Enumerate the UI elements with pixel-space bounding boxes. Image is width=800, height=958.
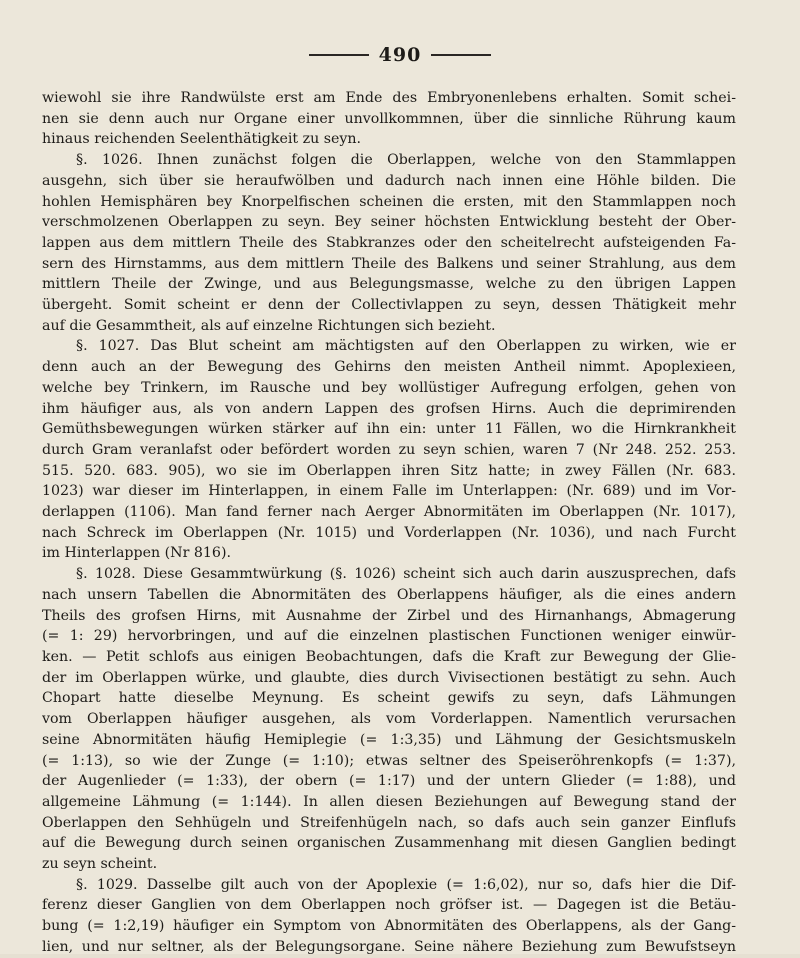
text-line: verschmolzenen Oberlappen zu seyn. Bey seiner höchsten Entwicklung besteht der Ober- [42, 214, 736, 231]
text-line: Gemüthsbewegungen würken stärker auf ihn ein: unter 11 Fällen, wo die Hirnkrankheit [42, 421, 736, 438]
text-line: §. 1029. Dasselbe gilt auch von der Apoplexie (= 1:6,02), nur so, dafs hier die Dif- [76, 876, 736, 893]
text-line: lien, und nur seltner, als der Belegungsorgane. Seine nähere Beziehung zum Bewufstseyn [42, 938, 736, 955]
text-line: wiewohl sie ihre Randwülste erst am Ende des Embryonenlebens erhalten. Somit schei- [42, 90, 736, 106]
text-line: (= 1:13), so wie der Zunge (= 1:10); etwas seltner des Speiseröhrenkopfs (= 1:37), [42, 752, 736, 769]
text-line: 515. 520. 683. 905), wo sie im Oberlappen ihren Sitz hatte; in zwey Fällen (Nr. 683. [42, 462, 736, 479]
text-line: Theils des grofsen Hirns, mit Ausnahme der Zirbel und des Hirnanhangs, Abmagerung [42, 607, 736, 624]
text-line: allgemeine Lähmung (= 1:144). In allen diesen Beziehungen auf Bewegung stand der [42, 793, 736, 810]
text-line: auf die Bewegung durch seinen organischen Zusammenhang mit diesen Ganglien bedingt [42, 835, 736, 852]
text-line: durch Gram veranlafst oder befördert worden zu seyn schien, waren 7 (Nr 248. 252. 253. [42, 441, 736, 458]
text-line: ken. — Petit schlofs aus einigen Beobachtungen, dafs die Kraft zur Bewegung der Glie- [42, 648, 736, 665]
header-rule-left [309, 54, 369, 56]
text-line: derlappen (1106). Man fand ferner nach Aerger Abnormitäten im Oberlappen (Nr. 1017), [42, 504, 736, 521]
text-line: übergeht. Somit scheint er denn der Collectivlappen zu seyn, dessen Thätigkeit mehr [42, 297, 736, 314]
text-line: §. 1026. Ihnen zunächst folgen die Oberlappen, welche von den Stammlappen [76, 152, 736, 169]
text-line: §. 1028. Diese Gesammtwürkung (§. 1026) scheint sich auch darin auszusprechen, dafs [76, 566, 736, 583]
text-line: bung (= 1:2,19) häufiger ein Symptom von Abnormitäten des Oberlappens, als der Gang- [42, 918, 736, 935]
text-line: (= 1: 29) hervorbringen, und auf die einzelnen plastischen Functionen weniger einwür- [42, 628, 736, 645]
text-line: 1023) war dieser im Hinterlappen, in einem Falle im Unterlappen: (Nr. 689) und im Vor- [42, 483, 736, 500]
text-line: der Augenlieder (= 1:33), der obern (= 1:17) und der untern Glieder (= 1:88), und [42, 773, 736, 790]
text-line: zu seyn scheint. [42, 856, 158, 873]
page-header [0, 44, 800, 66]
page-number: 490 [378, 44, 422, 66]
text-line: vom Oberlappen häufiger ausgehen, als vom Vorderlappen. Namentlich verursachen [42, 711, 736, 728]
text-line: seine Abnormitäten häufig Hemiplegie (= 1:3,35) und Lähmung der Gesichtsmuskeln [42, 731, 736, 748]
text-line: Oberlappen den Sehhügeln und Streifenhügeln nach, so dafs auch sein ganzer Einflufs [42, 814, 736, 831]
text-line: der im Oberlappen würke, und glaubte, dies durch Vivisectionen bestätigt zu sehn. Auch [42, 669, 736, 686]
text-line: sern des Hirnstamms, aus dem mittlern Theile des Balkens und seiner Strahlung, aus dem [42, 255, 736, 272]
text-line: nach unsern Tabellen die Abnormitäten des Oberlappens häufiger, als die eines andern [42, 586, 736, 603]
text-line: welche bey Trinkern, im Rausche und bey wollüstiger Aufregung erfolgen, gehen von [42, 379, 736, 396]
text-line: hinaus reichenden Seelenthätigkeit zu seyn. [42, 131, 362, 148]
text-line: auf die Gesammtheit, als auf einzelne Richtungen sich bezieht. [42, 317, 496, 334]
header-rule-right [431, 54, 491, 56]
text-line: lappen aus dem mittlern Theile des Stabkranzes oder den scheitelrecht aufsteigenden Fa- [42, 234, 736, 251]
text-line: hohlen Hemisphären bey Knorpelfischen scheinen die ersten, mit den Stammlappen noch [42, 193, 736, 210]
body-text [42, 88, 736, 958]
text-line: ausgehn, sich über sie heraufwölben und dadurch nach innen eine Höhle bilden. Die [42, 172, 736, 189]
text-line: ferenz dieser Ganglien von dem Oberlappen noch gröfser ist. — Dagegen ist die Betäu- [42, 897, 736, 914]
text-line: denn auch an der Bewegung des Gehirns den meisten Antheil nimmt. Apoplexieen, [42, 359, 736, 376]
text-line: mittlern Theile der Zwinge, und aus Belegungsmasse, welche zu den übrigen Lappen [42, 276, 736, 293]
text-line: ihm häufiger aus, als von andern Lappen des grofsen Hirns. Auch die deprimirenden [42, 400, 736, 417]
text-line: Chopart hatte dieselbe Meynung. Es scheint gewifs zu seyn, dafs Lähmungen [42, 690, 736, 707]
text-line: nach Schreck im Oberlappen (Nr. 1015) und Vorderlappen (Nr. 1036), und nach Furcht [42, 524, 736, 541]
text-line: §. 1027. Das Blut scheint am mächtigsten auf den Oberlappen zu wirken, wie er [76, 338, 736, 355]
text-line: nen sie denn auch nur Organe einer unvollkommnen, über die sinnliche Rührung kaum [42, 110, 736, 127]
text-line: im Hinterlappen (Nr 816). [42, 545, 231, 562]
